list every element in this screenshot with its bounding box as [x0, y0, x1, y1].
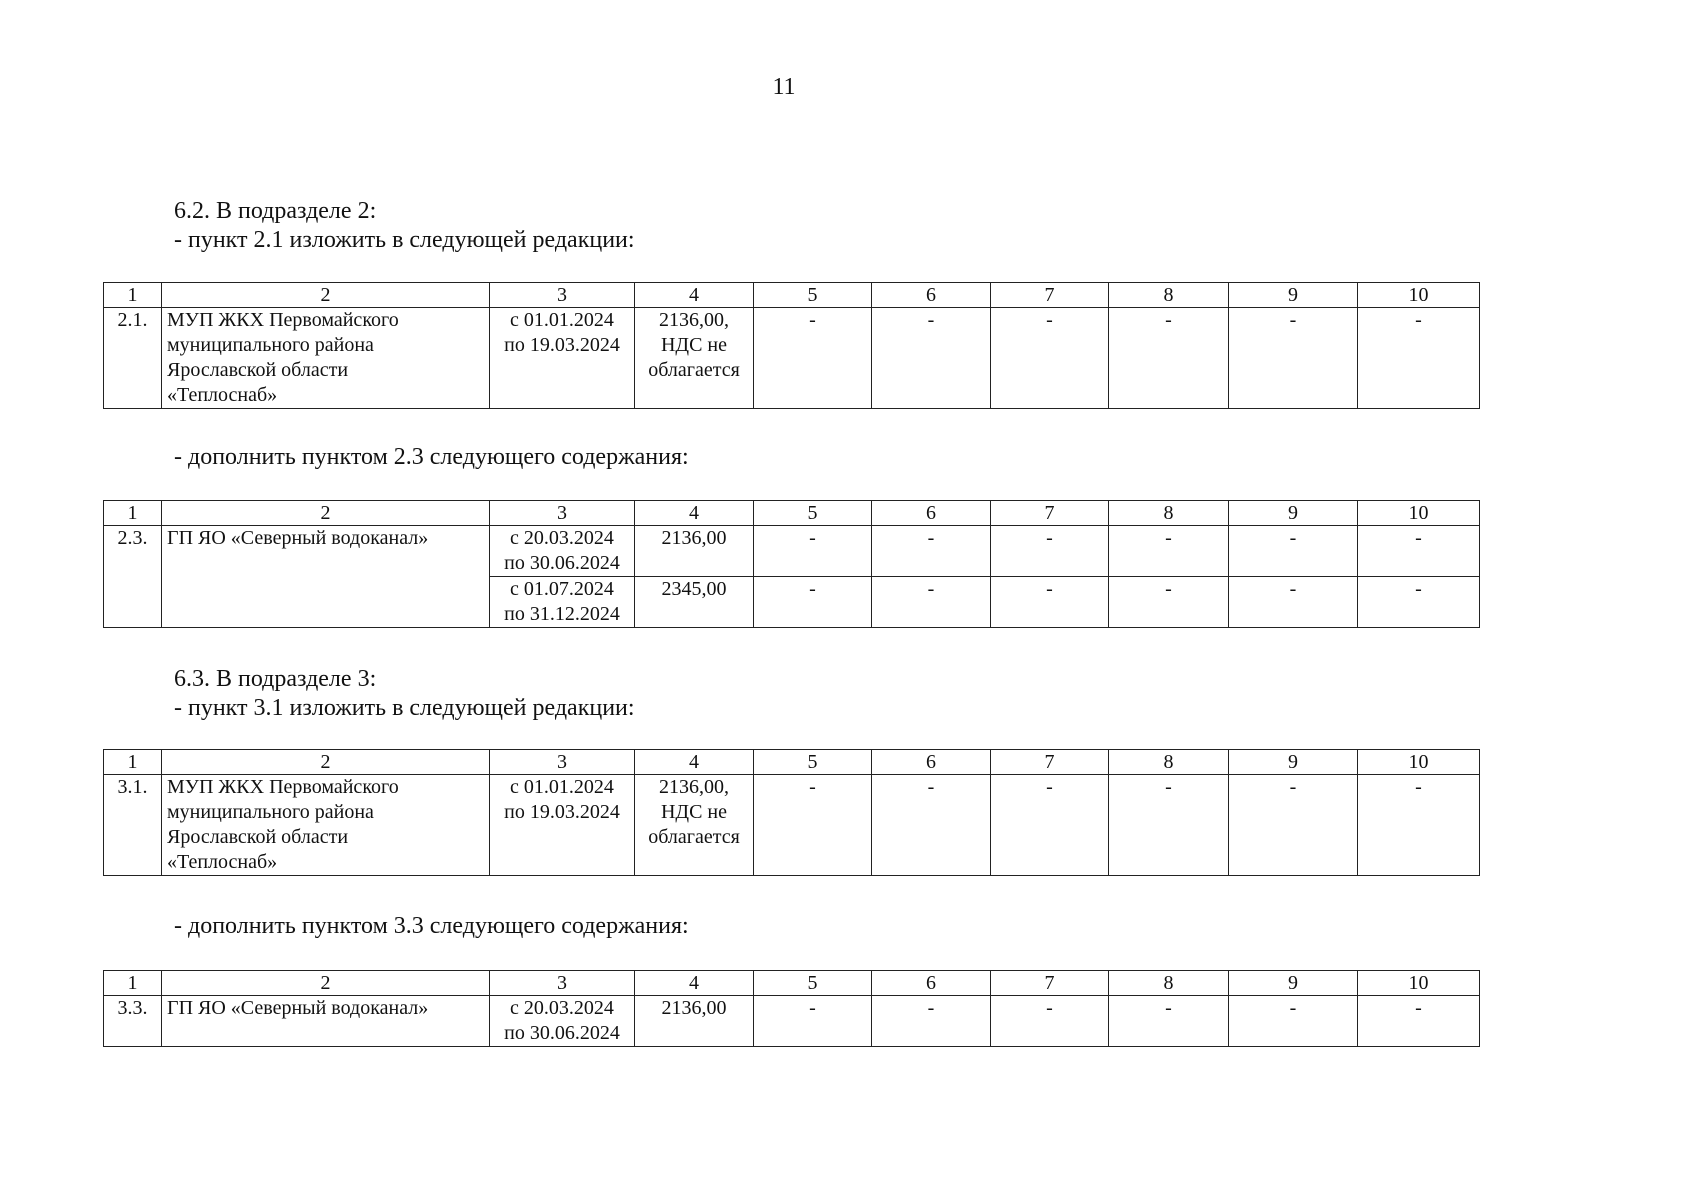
item-number: 3.3. — [104, 996, 162, 1047]
empty-value-dash: - — [1109, 996, 1229, 1047]
column-number: 6 — [872, 501, 991, 526]
empty-value-dash: - — [991, 996, 1109, 1047]
tariff-line: 2136,00 — [661, 527, 727, 549]
column-number: 4 — [635, 971, 754, 996]
period-line: с 01.01.2024 — [510, 309, 614, 331]
tariff-line: 2136,00 — [661, 997, 727, 1019]
column-number: 6 — [872, 283, 991, 308]
column-number: 8 — [1109, 750, 1229, 775]
tariff-line: НДС не — [660, 801, 727, 823]
section-heading: 6.3. В подразделе 3: — [174, 666, 377, 692]
tariff-value — [635, 775, 754, 876]
period-line: по 19.03.2024 — [504, 334, 620, 356]
organization-name — [162, 996, 490, 1047]
column-number: 10 — [1358, 971, 1480, 996]
column-number: 1 — [104, 971, 162, 996]
column-number: 8 — [1109, 283, 1229, 308]
period-line: с 20.03.2024 — [510, 527, 614, 549]
validity-period — [490, 577, 635, 628]
organization-name — [162, 775, 490, 876]
column-number: 10 — [1358, 501, 1480, 526]
empty-value-dash: - — [754, 308, 872, 409]
validity-period — [490, 996, 635, 1047]
column-number: 9 — [1229, 750, 1358, 775]
empty-value-dash: - — [754, 996, 872, 1047]
period-line: с 01.01.2024 — [510, 776, 614, 798]
column-number: 5 — [754, 750, 872, 775]
table-row — [104, 775, 1480, 876]
column-number: 9 — [1229, 283, 1358, 308]
empty-value-dash: - — [872, 577, 991, 628]
organization-name-line: муниципального района — [167, 334, 374, 356]
amendment-table — [103, 282, 1480, 409]
validity-period — [490, 308, 635, 409]
organization-name — [162, 526, 490, 628]
empty-value-dash: - — [1229, 577, 1358, 628]
column-number-row — [104, 971, 1480, 996]
tariff-value — [635, 308, 754, 409]
column-number-row — [104, 501, 1480, 526]
column-number: 4 — [635, 750, 754, 775]
empty-value-dash: - — [1358, 577, 1480, 628]
table-row — [104, 996, 1480, 1047]
empty-value-dash: - — [1109, 308, 1229, 409]
organization-name-line: ГП ЯО «Северный водоканал» — [167, 527, 429, 549]
organization-name-line: муниципального района — [167, 801, 374, 823]
column-number: 5 — [754, 501, 872, 526]
period-line: по 30.06.2024 — [504, 1022, 620, 1044]
item-number: 2.1. — [104, 308, 162, 409]
organization-name-line: ГП ЯО «Северный водоканал» — [167, 997, 429, 1019]
empty-value-dash: - — [991, 775, 1109, 876]
table-row — [104, 308, 1480, 409]
column-number: 10 — [1358, 283, 1480, 308]
instruction-text: - дополнить пунктом 3.3 следующего содержания: — [174, 913, 689, 939]
tariff-line: облагается — [648, 359, 740, 381]
empty-value-dash: - — [1109, 775, 1229, 876]
column-number: 3 — [490, 283, 635, 308]
column-number: 7 — [991, 750, 1109, 775]
empty-value-dash: - — [1109, 577, 1229, 628]
organization-name-line: «Теплоснаб» — [167, 851, 278, 873]
column-number: 1 — [104, 283, 162, 308]
column-number: 9 — [1229, 971, 1358, 996]
instruction-text: - пункт 3.1 изложить в следующей редакции: — [174, 695, 635, 721]
empty-value-dash: - — [872, 526, 991, 577]
validity-period — [490, 526, 635, 577]
item-number: 2.3. — [104, 526, 162, 628]
column-number: 2 — [162, 501, 490, 526]
column-number: 1 — [104, 750, 162, 775]
tariff-value — [635, 996, 754, 1047]
column-number-row — [104, 283, 1480, 308]
empty-value-dash: - — [754, 577, 872, 628]
column-number: 4 — [635, 283, 754, 308]
empty-value-dash: - — [1229, 996, 1358, 1047]
tariff-value — [635, 526, 754, 577]
empty-value-dash: - — [872, 996, 991, 1047]
period-line: с 20.03.2024 — [510, 997, 614, 1019]
column-number: 5 — [754, 971, 872, 996]
table-row — [104, 526, 1480, 577]
column-number: 2 — [162, 750, 490, 775]
empty-value-dash: - — [1358, 526, 1480, 577]
empty-value-dash: - — [1229, 775, 1358, 876]
empty-value-dash: - — [872, 308, 991, 409]
column-number: 8 — [1109, 971, 1229, 996]
empty-value-dash: - — [754, 526, 872, 577]
item-number: 3.1. — [104, 775, 162, 876]
section-heading: 6.2. В подразделе 2: — [174, 198, 377, 224]
column-number: 3 — [490, 501, 635, 526]
column-number: 2 — [162, 283, 490, 308]
amendment-table — [103, 500, 1480, 628]
empty-value-dash: - — [1229, 526, 1358, 577]
column-number: 7 — [991, 283, 1109, 308]
validity-period — [490, 775, 635, 876]
column-number: 1 — [104, 501, 162, 526]
empty-value-dash: - — [991, 308, 1109, 409]
tariff-line: НДС не — [660, 334, 727, 356]
tariff-line: 2345,00 — [661, 578, 727, 600]
empty-value-dash: - — [991, 526, 1109, 577]
empty-value-dash: - — [1109, 526, 1229, 577]
instruction-text: - дополнить пунктом 2.3 следующего содержания: — [174, 444, 689, 470]
tariff-line: облагается — [648, 826, 740, 848]
empty-value-dash: - — [872, 775, 991, 876]
organization-name-line: Ярославской области — [167, 359, 349, 381]
organization-name — [162, 308, 490, 409]
period-line: по 19.03.2024 — [504, 801, 620, 823]
column-number: 3 — [490, 750, 635, 775]
column-number: 5 — [754, 283, 872, 308]
instruction-text: - пункт 2.1 изложить в следующей редакции: — [174, 227, 635, 253]
organization-name-line: Ярославской области — [167, 826, 349, 848]
tariff-line: 2136,00, — [659, 309, 729, 331]
empty-value-dash: - — [991, 577, 1109, 628]
organization-name-line: «Теплоснаб» — [167, 384, 278, 406]
column-number: 3 — [490, 971, 635, 996]
empty-value-dash: - — [1229, 308, 1358, 409]
column-number: 9 — [1229, 501, 1358, 526]
column-number: 10 — [1358, 750, 1480, 775]
column-number: 6 — [872, 971, 991, 996]
column-number-row — [104, 750, 1480, 775]
column-number: 7 — [991, 971, 1109, 996]
empty-value-dash: - — [1358, 775, 1480, 876]
page-number: 11 — [772, 74, 796, 100]
organization-name-line: МУП ЖКХ Первомайского — [167, 309, 399, 331]
organization-name-line: МУП ЖКХ Первомайского — [167, 776, 399, 798]
column-number: 6 — [872, 750, 991, 775]
column-number: 4 — [635, 501, 754, 526]
empty-value-dash: - — [1358, 996, 1480, 1047]
period-line: по 31.12.2024 — [504, 603, 620, 625]
column-number: 7 — [991, 501, 1109, 526]
column-number: 2 — [162, 971, 490, 996]
tariff-value — [635, 577, 754, 628]
amendment-table — [103, 749, 1480, 876]
column-number: 8 — [1109, 501, 1229, 526]
period-line: по 30.06.2024 — [504, 552, 620, 574]
empty-value-dash: - — [754, 775, 872, 876]
period-line: с 01.07.2024 — [510, 578, 614, 600]
empty-value-dash: - — [1358, 308, 1480, 409]
amendment-table — [103, 970, 1480, 1047]
tariff-line: 2136,00, — [659, 776, 729, 798]
